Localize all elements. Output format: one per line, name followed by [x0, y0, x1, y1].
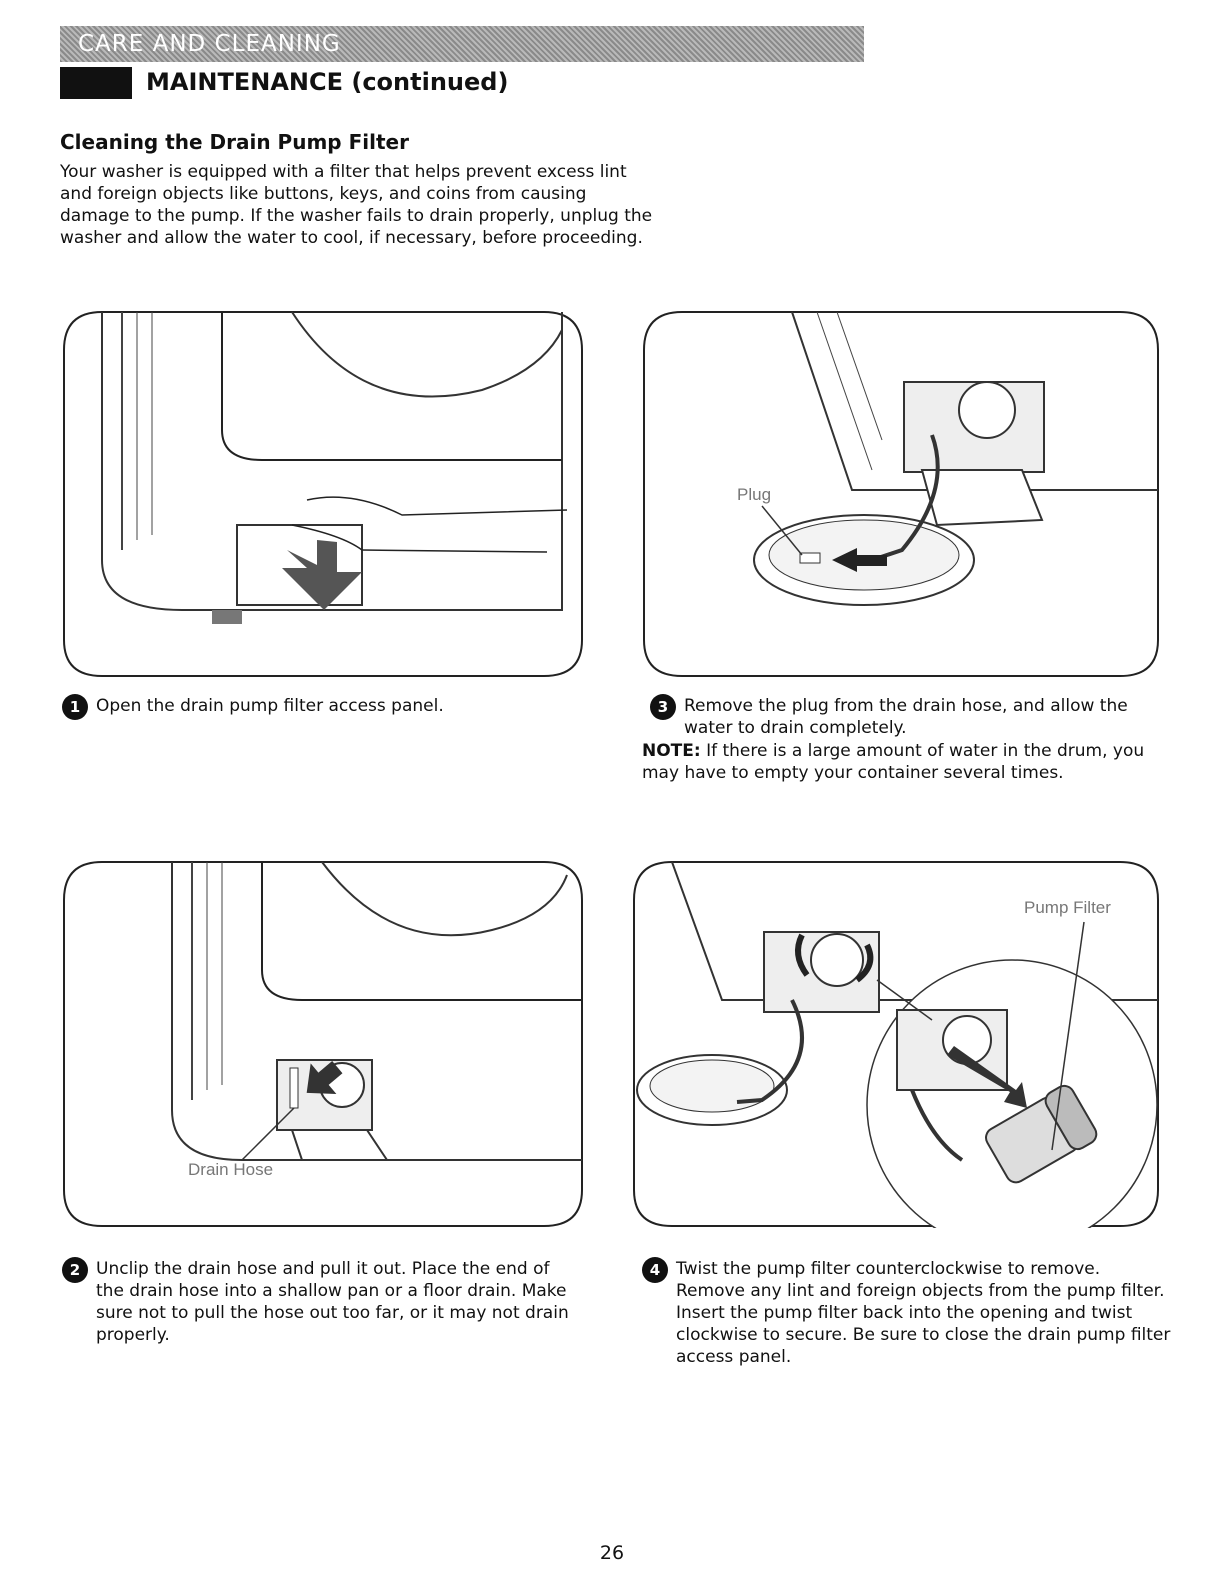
drain-hose-callout: Drain Hose [188, 1160, 274, 1179]
step-text: Twist the pump filter counterclockwise to remove. Remove any lint and foreign objects from the pump filter. Insert the pump filter back into the opening and twist clockwise to secure. Be sure to close the drain pump filter access panel. [676, 1259, 1171, 1367]
washer-drain-hose-illustration [62, 860, 584, 1228]
illustration-step-2 [62, 860, 584, 1228]
illustration-step-1 [62, 310, 584, 678]
washer-pump-filter-illustration [632, 860, 1160, 1228]
washer-panel-open-illustration [62, 310, 584, 678]
section-banner [60, 26, 864, 62]
washer-remove-plug-illustration [642, 310, 1160, 678]
banner-title: CARE AND CLEANING [78, 31, 341, 57]
illustration-step-3 [642, 310, 1160, 678]
step-text: Open the drain pump filter access panel. [96, 696, 444, 716]
note-text: If there is a large amount of water in the drum, you may have to empty your container several times. [642, 741, 1145, 783]
illustration-step-4 [632, 860, 1160, 1228]
subheading-marker [60, 67, 132, 99]
subheading-title: MAINTENANCE (continued) [146, 68, 509, 96]
intro-paragraph: Your washer is equipped with a filter that helps prevent excess lint and foreign objects like buttons, keys, and coins from causing damage to the pump. If the washer fails to drain properly, unplug the washer and allow the water to cool, if necessary, before proceeding. [60, 162, 653, 248]
pump-filter-callout: Pump Filter [1024, 898, 1111, 917]
note-label: NOTE: [642, 741, 701, 761]
step-text: Unclip the drain hose and pull it out. Place the end of the drain hose into a shallow pan or a floor drain. Make sure not to pull the hose out too far, or it may not drain properly. [96, 1259, 569, 1345]
step-3 [650, 695, 1170, 739]
step-number-badge: 4 [642, 1257, 668, 1283]
step-number-badge: 2 [62, 1257, 88, 1283]
step-1 [62, 695, 582, 717]
step-2 [62, 1258, 582, 1346]
step-text: Remove the plug from the drain hose, and allow the water to drain completely. [684, 696, 1128, 738]
plug-callout: Plug [737, 485, 772, 504]
step-number-badge: 3 [650, 694, 676, 720]
page-number: 26 [599, 1542, 625, 1564]
step-4 [642, 1258, 1172, 1368]
section-title: Cleaning the Drain Pump Filter [60, 130, 409, 154]
step-number-badge: 1 [62, 694, 88, 720]
note [642, 740, 1172, 784]
